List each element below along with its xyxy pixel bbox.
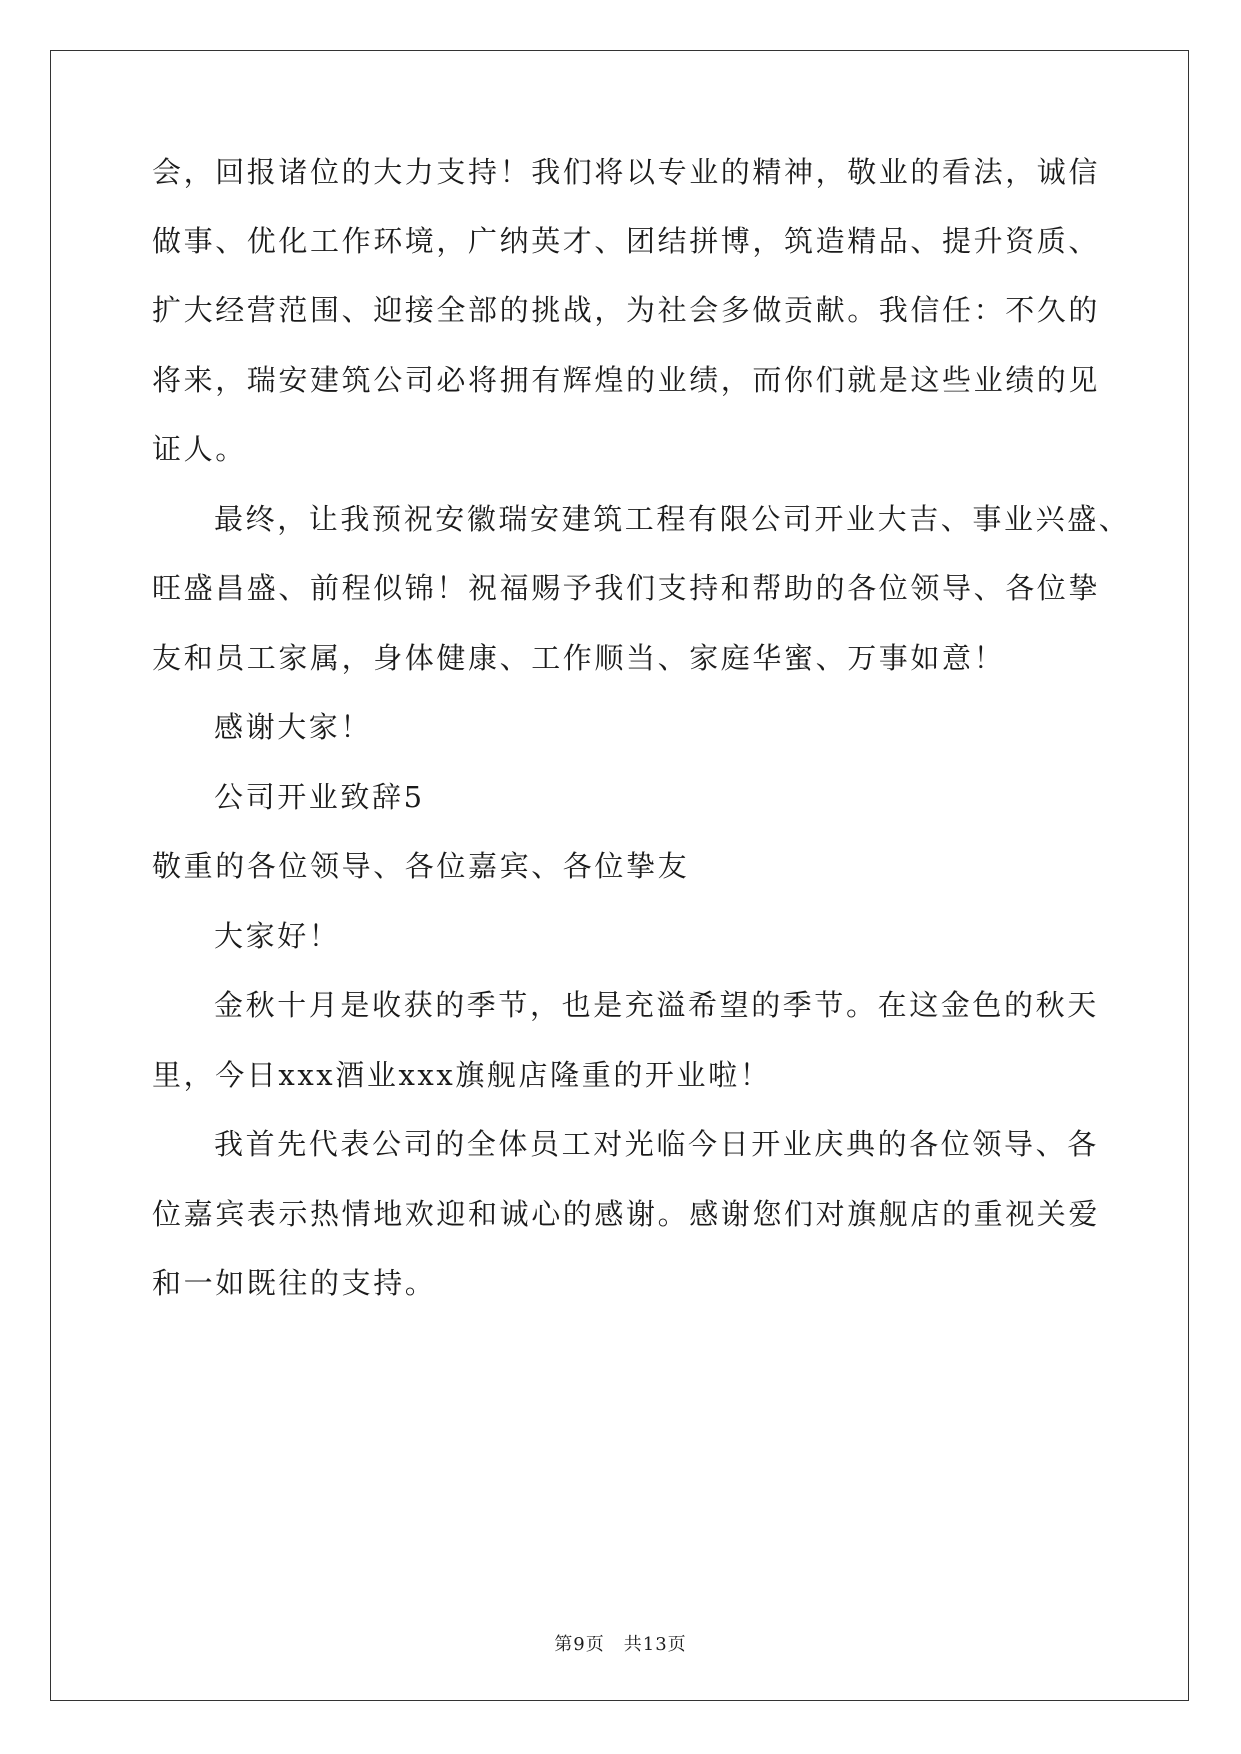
salutation: 敬重的各位领导、各位嘉宾、各位挚友 <box>152 849 690 883</box>
greeting: 大家好！ <box>214 919 341 953</box>
paragraph-line: 友和员工家属，身体健康、工作顺当、家庭华蜜、万事如意！ <box>152 641 1006 675</box>
paragraph-line: 位嘉宾表示热情地欢迎和诚心的感谢。感谢您们对旗舰店的重视关爱 <box>152 1197 1101 1231</box>
paragraph-line: 会，回报诸位的大力支持！我们将以专业的精神，敬业的看法，诚信 <box>152 155 1101 189</box>
paragraph-line: 金秋十月是收获的季节，也是充溢希望的季节。在这金色的秋天 <box>214 988 1099 1022</box>
paragraph-line: 证人。 <box>152 432 247 466</box>
paragraph-line: 扩大经营范围、迎接全部的挑战，为社会多做贡献。我信任：不久的 <box>152 293 1101 327</box>
paragraph-line: 我首先代表公司的全体员工对光临今日开业庆典的各位领导、各 <box>214 1127 1099 1161</box>
paragraph-line: 将来，瑞安建筑公司必将拥有辉煌的业绩，而你们就是这些业绩的见 <box>152 363 1101 397</box>
paragraph-line: 里，今日xxx酒业xxx旗舰店隆重的开业啦！ <box>152 1058 772 1092</box>
page-number-footer: 第9页 共13页 <box>554 1634 687 1655</box>
paragraph-line: 最终，让我预祝安徽瑞安建筑工程有限公司开业大吉、事业兴盛、 <box>214 502 1131 536</box>
paragraph-line: 旺盛昌盛、前程似锦！祝福赐予我们支持和帮助的各位领导、各位挚 <box>152 571 1101 605</box>
paragraph-line: 感谢大家！ <box>214 710 373 744</box>
section-heading: 公司开业致辞5 <box>214 780 425 814</box>
paragraph-line: 做事、优化工作环境，广纳英才、团结拼博，筑造精品、提升资质、 <box>152 224 1101 258</box>
paragraph-line: 和一如既往的支持。 <box>152 1266 437 1300</box>
